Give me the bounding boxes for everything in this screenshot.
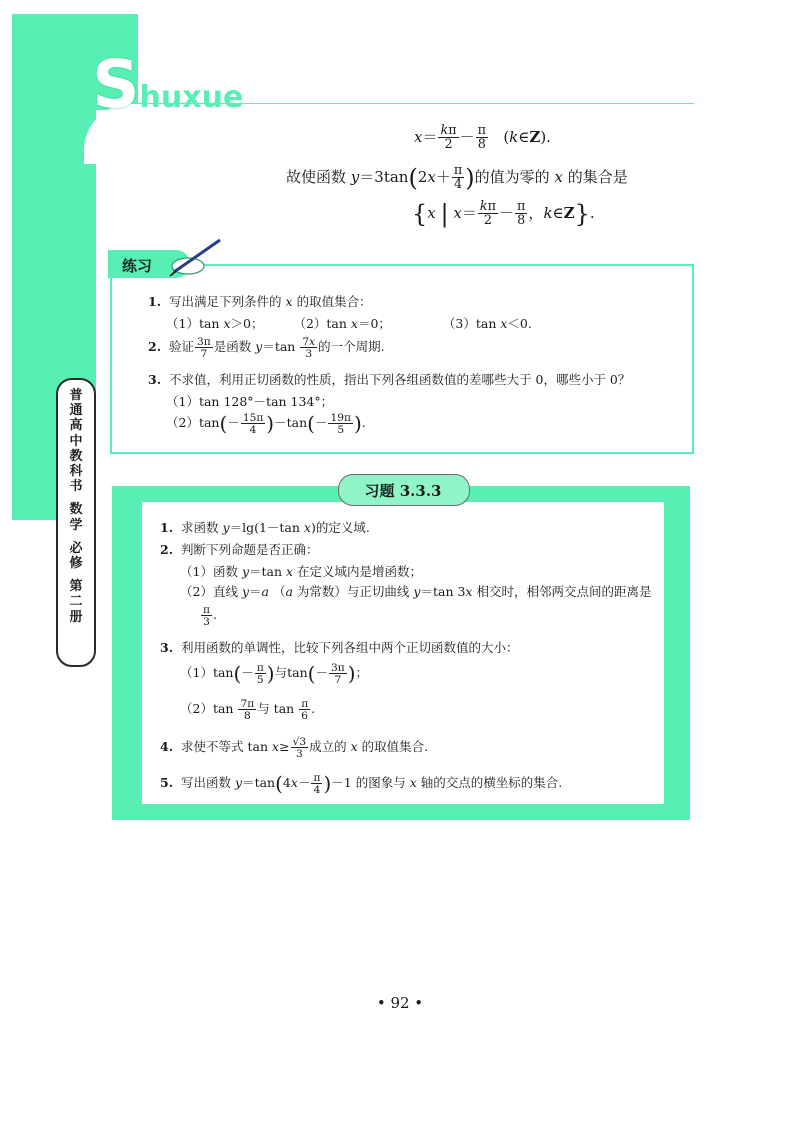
and-word-1: 与 xyxy=(274,665,288,681)
exercise-q3: 3. 不求值，利用正切函数的性质，指出下列各组函数值的差哪些大于 0，哪些小于 0？ xyxy=(148,372,631,387)
problem-3-2: （2）tan $\frac{7\pi}{8}$ 与 tan $\frac{\pi}{6}$ . xyxy=(180,697,316,723)
solution-tail: 的集合是 xyxy=(567,167,628,186)
problem-2-1: （1）函数 y＝tan x 在定义域内是增函数； xyxy=(180,564,423,579)
exercise-q2: 2. 验证 $\frac{3\pi}{7}$ 是函数 y＝tan $\frac{7x}{3}$ 的一个周期. xyxy=(148,335,385,361)
exercise-q1-text: 写出满足下列条件的 xyxy=(169,294,282,309)
exercise-q1-b: （2） xyxy=(293,316,327,331)
exercise-q1-c: （3） xyxy=(442,316,476,331)
exercise-q3-b: （2）tan(－ $\frac{15\pi}{4}$ )－tan(－ $\frac{19\pi}{5}$ ). xyxy=(166,411,366,437)
spine-char xyxy=(58,533,94,541)
problem-5-a: 写出函数 xyxy=(181,775,232,791)
problem-2-1-a: （1）函数 xyxy=(180,564,238,579)
exercise-q3-b-label: （2） xyxy=(166,415,199,431)
exercise-q1-tail: 的取值集合： xyxy=(296,294,372,309)
and-word-2: 与 xyxy=(257,701,270,717)
problem-2-1-b: 在定义域内是增函数； xyxy=(297,564,423,579)
exercise-q2-tail: 的一个周期. xyxy=(318,339,385,355)
solution-set: {x | x＝ $\frac{k\pi}{2}$ － $\frac{\pi}{8}$ ，k∈Z}. xyxy=(412,199,595,229)
logo-big-letter: S xyxy=(92,46,140,123)
problem-2-2: （2）直线 y＝a （a 为常数）与正切曲线 y＝tan 3x 相交时，相邻两交点间的距离是 xyxy=(180,584,652,599)
spine-char: 第 xyxy=(69,579,83,595)
spine-char: 通 xyxy=(69,403,83,419)
problem-1-b: 的定义域. xyxy=(315,520,370,535)
problem-3-1-label: （1） xyxy=(180,665,213,681)
problem-2-2-d: 相交时，相邻两交点间的距离是 xyxy=(476,584,652,599)
spine-char: 册 xyxy=(69,609,83,625)
problem-5: 5. 写出函数 y＝tan(4x－ $\frac{\pi}{4}$ )－1 的图象与 x 轴的交点的横坐标的集合. xyxy=(160,771,563,797)
spine-char: 二 xyxy=(69,594,83,610)
exercise-q3-a: （1）tan 128°－tan 134°； xyxy=(166,394,334,409)
logo-text: huxue xyxy=(139,80,244,115)
exercise-q1-parts: （1）tan x＞0； （2）tan x＝0； （3）tan x＜0. xyxy=(166,316,532,331)
spine-char: 必 xyxy=(69,540,83,556)
spine-char: 科 xyxy=(69,464,83,480)
exercise-q3-text: 不求值，利用正切函数的性质，指出下列各组函数值的差哪些大于 0，哪些小于 0？ xyxy=(169,372,631,387)
spine-char: 普 xyxy=(69,388,83,403)
problem-5-c: 轴的交点的横坐标的集合. xyxy=(420,775,563,791)
solution-prefix: 故使函数 xyxy=(286,167,347,186)
spine-char: 书 xyxy=(69,479,83,495)
exercise-title: 练习 xyxy=(122,257,153,275)
problem-4-a: 求使不等式 xyxy=(181,739,244,755)
problem-5-b: 的图象与 xyxy=(355,775,406,791)
shuxue-logo xyxy=(92,46,243,123)
problem-4-c: 的取值集合. xyxy=(361,739,429,755)
spine-char: 学 xyxy=(69,517,83,533)
spine-char: 教 xyxy=(69,448,83,464)
problem-2-2-a: （2）直线 xyxy=(180,584,238,599)
spine-char: 中 xyxy=(69,433,83,449)
problem-2-2-answer: $\frac{\pi}{3}$ . xyxy=(203,603,217,629)
spine-char: 修 xyxy=(69,556,83,572)
page-number: • 92 • xyxy=(376,994,424,1012)
problem-2-2-c: 为常数）与正切曲线 xyxy=(296,584,410,599)
problems-title: 习题 3.3.3 xyxy=(364,482,442,500)
problem-3: 3. 利用函数的单调性，比较下列各组中两个正切函数值的大小： xyxy=(160,640,519,655)
problem-2-text: 判断下列命题是否正确： xyxy=(181,542,319,557)
solution-formula: x＝ $\frac{k\pi}{2}$ － $\frac{\pi}{8}$ (k∈Z). xyxy=(414,123,551,153)
solution-suffix: 的值为零的 xyxy=(474,167,550,186)
exercise-q1-a: （1） xyxy=(166,316,199,331)
problem-4-b: 成立的 xyxy=(309,739,347,755)
problem-3-text: 利用函数的单调性，比较下列各组中两个正切函数值的大小： xyxy=(181,640,519,655)
exercise-q2-mid: 是函数 xyxy=(213,339,252,355)
problem-2: 2. 判断下列命题是否正确： xyxy=(160,542,319,557)
problem-2-2-b: （ xyxy=(272,584,286,599)
problem-4: 4. 求使不等式 tan x≥ $\frac{√3}{3}$ 成立的 x 的取值集合. xyxy=(160,735,429,761)
exercise-q2-text: 验证 xyxy=(169,339,195,355)
problem-1-a: 求函数 xyxy=(181,520,219,535)
problem-3-1: （1）tan(－ $\frac{\pi}{5}$ )与tan(－ $\frac{3\pi}{7}$ )； xyxy=(180,661,369,687)
problem-3-2-label: （2） xyxy=(180,701,213,717)
solution-sentence: 故使函数 y＝3tan(2x＋ $\frac{\pi}{4}$ )的值为零的 x 的集合是 xyxy=(286,163,628,193)
problem-1: 1. 求函数 y＝lg(1－tan x)的定义域. xyxy=(160,520,370,535)
exercise-q1: 1. 写出满足下列条件的 x 的取值集合： xyxy=(148,294,372,309)
spine-char: 高 xyxy=(69,418,83,434)
spine-char: 数 xyxy=(69,502,83,518)
pen-icon xyxy=(160,236,226,282)
spine-text xyxy=(58,388,94,625)
